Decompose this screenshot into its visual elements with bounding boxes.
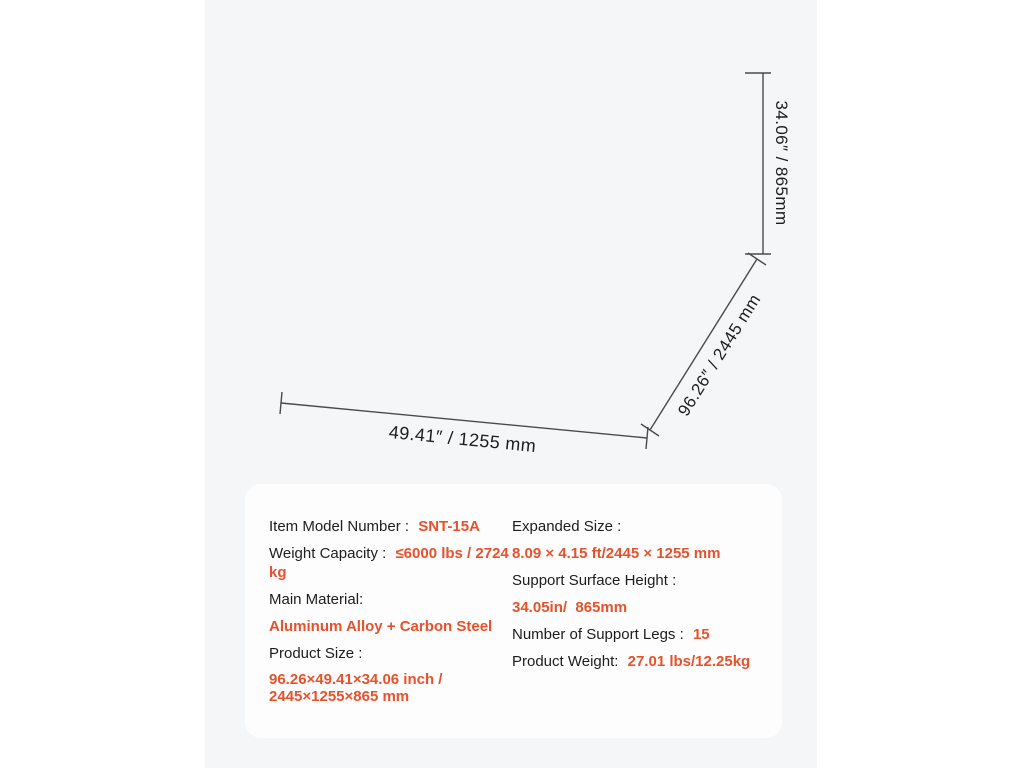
height-dimension-label: 34.06″ / 865mm <box>772 100 791 226</box>
product-weight-label: Product Weight: <box>512 653 619 670</box>
spec-support-surface-height-value-row <box>512 598 762 617</box>
product-size-label: Product Size : <box>269 645 363 662</box>
spec-card <box>245 484 782 738</box>
support-legs-label: Number of Support Legs : <box>512 626 684 643</box>
weight-capacity-value: ≤6000 lbs / 2724 kg <box>269 545 513 581</box>
support-legs-value: 15 <box>692 626 710 643</box>
spec-weight-capacity <box>269 544 513 582</box>
spec-column-left <box>269 517 513 713</box>
spec-product-size <box>269 644 509 663</box>
expanded-size-value: 8.09 × 4.15 ft/2445 × 1255 mm <box>512 545 721 562</box>
item-model-value: SNT-15A <box>418 518 480 535</box>
spec-main-material-value-row <box>269 617 509 636</box>
product-weight-value: 27.01 lbs/12.25kg <box>627 653 751 670</box>
main-material-label: Main Material: <box>269 591 364 608</box>
weight-capacity-label: Weight Capacity : <box>269 545 387 562</box>
spec-expanded-size-value-row <box>512 544 762 563</box>
support-surface-height-label: Support Surface Height : <box>512 572 677 589</box>
product-size-value-line2: 2445×1255×865 mm <box>269 688 410 705</box>
length-dimension-label: 96.26″ / 2445 mm <box>674 290 765 420</box>
spec-product-weight <box>512 652 762 671</box>
spec-product-size-value-row <box>269 671 509 705</box>
spec-column-right <box>512 517 762 679</box>
spec-item-model <box>269 517 509 536</box>
support-surface-height-value: 34.05in/ 865mm <box>512 599 628 616</box>
expanded-size-label: Expanded Size : <box>512 518 622 535</box>
item-model-label: Item Model Number : <box>269 518 410 535</box>
spec-support-legs <box>512 625 762 644</box>
spec-main-material <box>269 590 509 609</box>
product-size-value-line1: 96.26×49.41×34.06 inch / <box>269 671 443 688</box>
width-dimension-label: 49.41″ / 1255 mm <box>388 421 538 457</box>
main-material-value: Aluminum Alloy + Carbon Steel <box>269 618 493 635</box>
spec-support-surface-height <box>512 571 762 590</box>
spec-expanded-size <box>512 517 762 536</box>
